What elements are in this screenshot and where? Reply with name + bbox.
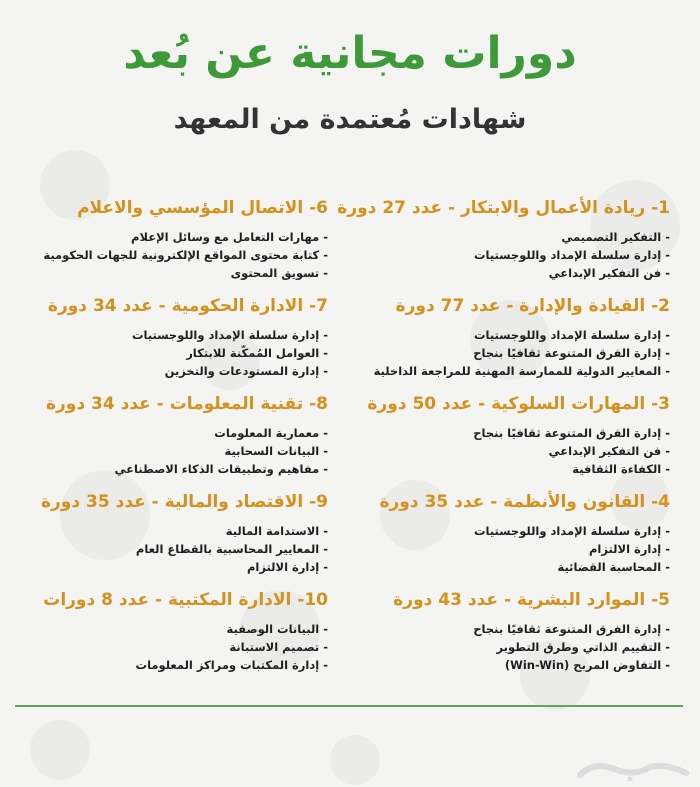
course-title: 6- الاتصال المؤسسي والاعلام (77, 198, 328, 218)
course-item: - مفاهيم وتطبيقات الذكاء الاصطناعي (0, 460, 328, 478)
course-column-left (0, 196, 328, 686)
course-title: 8- تقنية المعلومات - عدد 34 دورة (45, 394, 328, 414)
course-block-4 (340, 490, 670, 588)
course-block-1 (337, 196, 670, 294)
course-list (340, 424, 670, 478)
course-item: - المعايير المحاسبية بالقطاع العام (0, 540, 328, 558)
course-block-10 (0, 588, 328, 686)
course-item: - التفكير التصميمي (340, 228, 670, 246)
course-list (340, 522, 670, 576)
course-item: - الاستدامة المالية (0, 522, 328, 540)
course-item: - إدارة الالتزام (0, 558, 328, 576)
course-item: - فن التفكير الإبداعي (340, 264, 670, 282)
course-list (340, 326, 670, 380)
course-title: 3- المهارات السلوكية - عدد 50 دورة (367, 394, 670, 414)
course-block-2 (340, 294, 670, 392)
course-item: - إدارة الفرق المتنوعة ثقافيًا بنجاح (340, 620, 670, 638)
course-title: 1- ريادة الأعمال والابتكار - عدد 27 دورة (337, 198, 670, 218)
course-item: - المعايير الدولية للممارسة المهنية للمراجعة الداخلية (340, 362, 670, 380)
course-column-right (337, 196, 670, 686)
course-list (0, 228, 328, 282)
course-item: - إدارة الالتزام (340, 540, 670, 558)
course-item: - تسويق المحتوى (0, 264, 328, 282)
course-title: 5- الموارد البشرية - عدد 43 دورة (393, 590, 670, 610)
course-item: - تصميم الاستبانة (0, 638, 328, 656)
course-item: - الكفاءة الثقافية (340, 460, 670, 478)
footer-divider (15, 705, 683, 707)
course-item: - فن التفكير الإبداعي (340, 442, 670, 460)
course-item: - المحاسبة القضائية (340, 558, 670, 576)
page-title: دورات مجانية عن بُعد (123, 28, 577, 79)
course-item: - التفاوض المربح (Win-Win) (340, 656, 670, 674)
course-item: - معمارية المعلومات (0, 424, 328, 442)
course-item: - العوامل المُمكّنة للابتكار (0, 344, 328, 362)
course-list (0, 424, 328, 478)
course-title: 4- القانون والأنظمة - عدد 35 دورة (379, 492, 670, 512)
course-item: - إدارة المستودعات والتخزين (0, 362, 328, 380)
course-list (0, 326, 328, 380)
course-block-3 (340, 392, 670, 490)
course-list (0, 620, 328, 674)
course-item: - إدارة سلسلة الإمداد واللوجستيات (0, 326, 328, 344)
course-list (0, 522, 328, 576)
course-item: - إدارة سلسلة الإمداد واللوجستيات (340, 246, 670, 264)
course-block-6 (0, 196, 328, 294)
course-item: - كتابة محتوى المواقع الإلكترونية للجهات الحكومية (0, 246, 328, 264)
course-block-8 (0, 392, 328, 490)
course-title: 7- الادارة الحكومية - عدد 34 دورة (47, 296, 328, 316)
course-block-7 (0, 294, 328, 392)
course-title: 9- الاقتصاد والمالية - عدد 35 دورة (40, 492, 328, 512)
course-item: - البيانات الوصفية (0, 620, 328, 638)
course-list (340, 620, 670, 674)
course-item: - البيانات السحابية (0, 442, 328, 460)
course-item: - إدارة الفرق المتنوعة ثقافيًا بنجاح (340, 424, 670, 442)
course-item: - التقييم الذاتي وطرق التطوير (340, 638, 670, 656)
course-list (340, 228, 670, 282)
course-block-9 (0, 490, 328, 588)
course-block-5 (340, 588, 670, 686)
course-item: - إدارة سلسلة الإمداد واللوجستيات (340, 326, 670, 344)
course-item: - إدارة المكتبات ومراكز المعلومات (0, 656, 328, 674)
haraj-watermark-logo (574, 753, 692, 783)
course-title: 10- الادارة المكتبية - عدد 8 دورات (43, 590, 328, 610)
page-subtitle: شهادات مُعتمدة من المعهد (173, 104, 527, 135)
course-title: 2- القيادة والإدارة - عدد 77 دورة (395, 296, 670, 316)
course-item: - مهارات التعامل مع وسائل الإعلام (0, 228, 328, 246)
course-item: - إدارة الفرق المتنوعة ثقافيًا بنجاح (340, 344, 670, 362)
course-item: - إدارة سلسلة الإمداد واللوجستيات (340, 522, 670, 540)
